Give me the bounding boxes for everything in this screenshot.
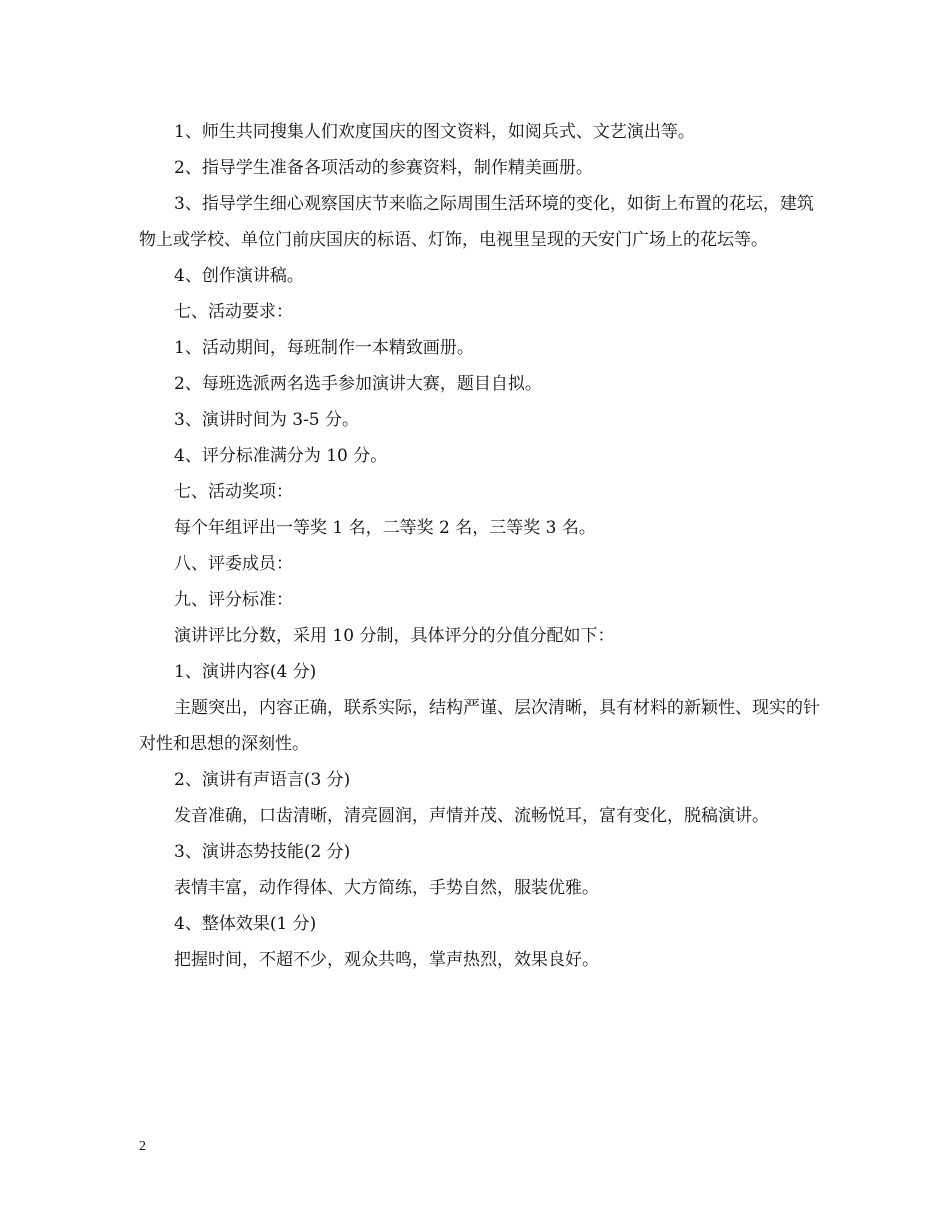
paragraph: 演讲评比分数，采用 10 分制，具体评分的分值分配如下： <box>174 626 615 646</box>
paragraph: 主题突出，内容正确，联系实际，结构严谨、层次清晰，具有材料的新颖性、现实的针对性和思想的深刻性。 <box>139 698 820 754</box>
paragraph: 每个年组评出一等奖 1 名，二等奖 2 名，三等奖 3 名。 <box>174 518 596 538</box>
paragraph: 3、指导学生细心观察国庆节来临之际周围生活环境的变化，如街上布置的花坛，建筑物上或学校、单位门前庆国庆的标语、灯饰，电视里呈现的天安门广场上的花坛等。 <box>139 194 814 250</box>
sub-heading: 1、演讲内容(4 分) <box>174 662 317 682</box>
section-heading: 八、评委成员： <box>174 554 293 574</box>
paragraph: 表情丰富，动作得体、大方简练，手势自然，服装优雅。 <box>174 878 599 898</box>
page-number: 2 <box>139 1139 146 1154</box>
document-body <box>139 114 829 978</box>
section-heading: 七、活动奖项： <box>174 482 293 502</box>
paragraph: 2、每班选派两名选手参加演讲大赛，题目自拟。 <box>174 374 542 394</box>
sub-heading: 3、演讲态势技能(2 分) <box>174 842 351 862</box>
paragraph: 4、创作演讲稿。 <box>174 266 304 286</box>
paragraph: 1、师生共同搜集人们欢度国庆的图文资料，如阅兵式、文艺演出等。 <box>174 122 695 142</box>
paragraph: 把握时间，不超不少，观众共鸣，掌声热烈，效果良好。 <box>174 950 599 970</box>
paragraph: 3、演讲时间为 3-5 分。 <box>174 410 359 430</box>
paragraph: 2、指导学生准备各项活动的参赛资料，制作精美画册。 <box>174 158 593 178</box>
paragraph: 4、评分标准满分为 10 分。 <box>174 446 388 466</box>
paragraph: 发音准确，口齿清晰，清亮圆润，声情并茂、流畅悦耳，富有变化，脱稿演讲。 <box>174 806 769 826</box>
section-heading: 七、活动要求： <box>174 302 293 322</box>
section-heading: 九、评分标准： <box>174 590 293 610</box>
paragraph: 1、活动期间，每班制作一本精致画册。 <box>174 338 474 358</box>
sub-heading: 4、整体效果(1 分) <box>174 914 317 934</box>
sub-heading: 2、演讲有声语言(3 分) <box>174 770 351 790</box>
